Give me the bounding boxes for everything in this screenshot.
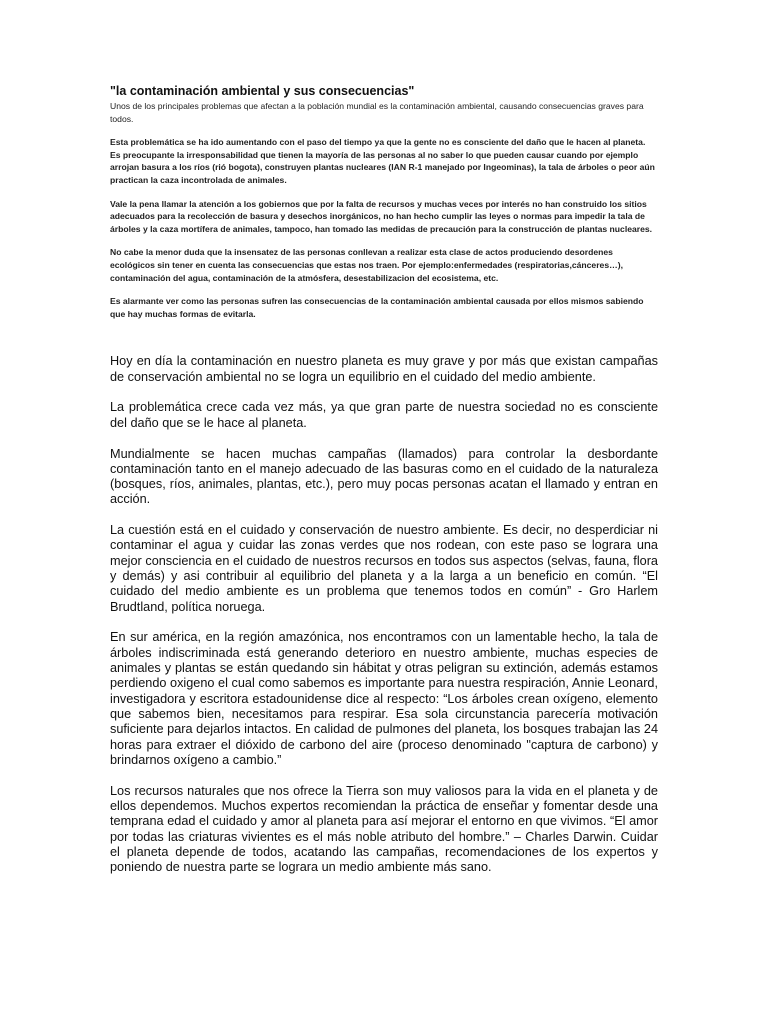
- document-page: [110, 84, 658, 891]
- intro-paragraph: Vale la pena llamar la atención a los gobiernos que por la falta de recursos y muchas veces por interés no han construido los sitios adecuados para la recolección de basura y desechos inorgánicos, no han hecho cumplir las leyes o normas para impedir la tala de árboles y la caza mortífera de animales, tampoco, han tomado las medidas de precaución para la construcción de plantas nucleares.: [110, 198, 653, 234]
- body-paragraph: Mundialmente se hacen muchas campañas (llamados) para controlar la desbordante contaminación tanto en el manejo adecuado de las basuras como en el cuidado de la naturaleza (bosques, ríos, animales, plantas, etc.), pero muy pocas personas acatan el llamado y entran en acción.: [110, 446, 658, 507]
- essay-body: [110, 354, 658, 875]
- intro-paragraph: Es alarmante ver como las personas sufren las consecuencias de la contaminación ambiental causada por ellos mismos sabiendo que hay muchas formas de evitarla.: [110, 296, 644, 319]
- intro-paragraph: Esta problemática se ha ido aumentando con el paso del tiempo ya que la gente no es consciente del daño que le hacen al planeta. Es preocupante la irresponsabilidad que tienen la mayoría de las personas al no saber lo que pueden causar cuando por ejemplo arrojan basura a los ríos (rió bogota), construyen plantas nucleares (IAN R-1 manejado por Ingeominas), la tala de árboles o peor aún practican la caza incontrolada de animales.: [110, 137, 655, 185]
- body-paragraph: La cuestión está en el cuidado y conservación de nuestro ambiente. Es decir, no desperdiciar ni contaminar el agua y cuidar las zonas verdes que nos rodean, con este paso se lograra una mejor consciencia en el cuidado de nuestros recursos en todos sus aspectos (selvas, fauna, flora y demás) y asi contribuir al equilibrio del planeta y a la larga a un beneficio en común. “El cuidado del medio ambiente es un problema que tenemos todos en común” - Gro Harlem Brudtland, política noruega.: [110, 523, 658, 614]
- intro-section: [110, 100, 658, 320]
- body-paragraph: En sur américa, en la región amazónica, nos encontramos con un lamentable hecho, la tala de árboles indiscriminada está generando deterioro en nuestro ambiente, muchas especies de animales y plantas se están quedando sin hábitat y otras peligran su extinción, además estamos perdiendo oxigeno el cual como sabemos es importante para nuestra respiración, Annie Leonard, investigadora y escritora estadounidense dice al respecto: “Los árboles crean oxígeno, elemento que sabemos bien, necesitamos para respirar. Esa sola circunstancia parecería motivación suficiente para dejarlos intactos. En calidad de pulmones del planeta, los bosques trabajan las 24 horas para extraer el dióxido de carbono del aire (proceso denominado "captura de carbono) y brindarnos oxígeno a cambio.”: [110, 630, 658, 767]
- body-paragraph: La problemática crece cada vez más, ya que gran parte de nuestra sociedad no es consciente del daño que se le hace al planeta.: [110, 400, 658, 430]
- document-title: "la contaminación ambiental y sus consecuencias": [110, 84, 415, 98]
- intro-paragraph: Unos de los principales problemas que afectan a la población mundial es la contaminación ambiental, causando consecuencias graves para todos.: [110, 101, 644, 124]
- intro-paragraph: No cabe la menor duda que la insensatez de las personas conllevan a realizar esta clase de actos produciendo desordenes ecológicos sin tener en cuenta las consecuencias que estas nos traen. Por ejemplo:enfermedades (respiratorias,cánceres…), contaminación del agua, contaminación de la atmósfera, desestabilizacion del ecosistema, etc.: [110, 247, 623, 283]
- body-paragraph: Hoy en día la contaminación en nuestro planeta es muy grave y por más que existan campañas de conservación ambiental no se logra un equilibrio en el cuidado del medio ambiente.: [110, 354, 658, 384]
- body-paragraph: Los recursos naturales que nos ofrece la Tierra son muy valiosos para la vida en el planeta y de ellos dependemos. Muchos expertos recomiendan la práctica de enseñar y fomentar desde una temprana edad el cuidado y amor al planeta para así mejorar el entorno en que vivimos. “El amor por todas las criaturas vivientes es el más noble atributo del hombre.” – Charles Darwin. Cuidar el planeta depende de todos, acatando las campañas, recomendaciones de los expertos y poniendo de nuestra parte se lograra un medio ambiente más sano.: [110, 783, 658, 875]
